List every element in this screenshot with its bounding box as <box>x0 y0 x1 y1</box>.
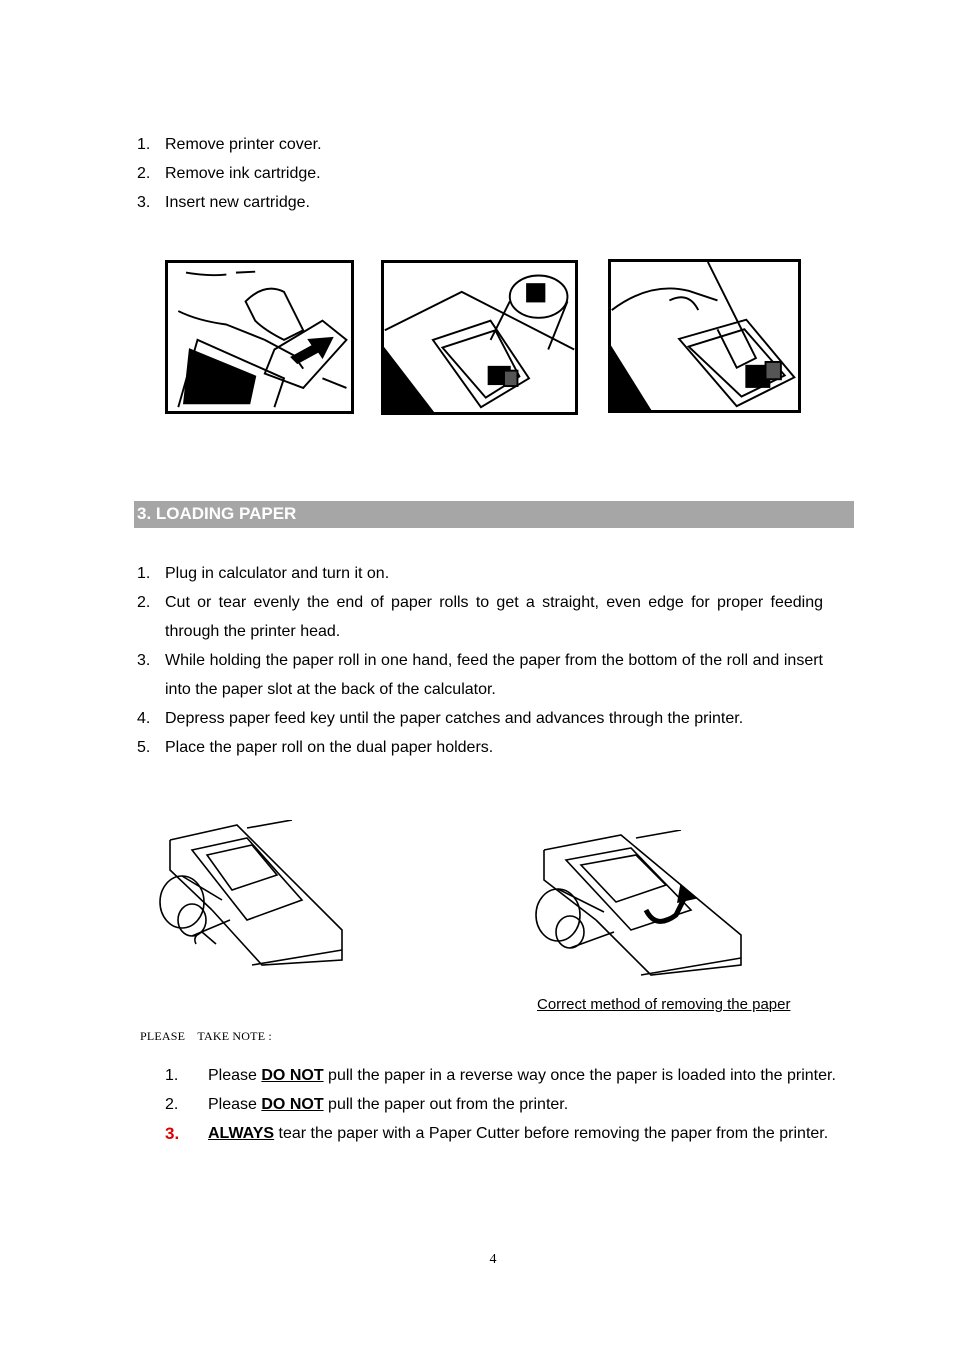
list-item: 5. Place the paper roll on the dual paper holders. <box>137 739 494 756</box>
list-item: 4. Depress paper feed key until the paper catches and advances through the printer. <box>137 710 744 727</box>
loading-paper-steps <box>137 559 823 762</box>
list-item: 2. Cut or tear evenly the end of paper rolls to get a straight, even edge for proper feeding through the printer head. <box>137 594 823 640</box>
section-title: 3. LOADING PAPER <box>137 504 297 523</box>
figure-caption: Correct method of removing the paper <box>537 996 791 1013</box>
list-item: 2. Remove ink cartridge. <box>137 165 321 182</box>
list-item: 1. Please DO NOT pull the paper in a reverse way once the paper is loaded into the printer. <box>165 1067 836 1084</box>
insert-cartridge-illustration <box>608 259 801 413</box>
list-item: 3. Insert new cartridge. <box>137 194 310 211</box>
remove-cartridge-illustration <box>381 260 578 415</box>
list-item: 1. Remove printer cover. <box>137 136 322 153</box>
paper-roll-loaded-illustration <box>152 820 352 968</box>
list-item: 3. While holding the paper roll in one hand, feed the paper from the bottom of the roll and insert into the paper slot at the back of the calculator. <box>137 652 823 698</box>
cartridge-steps <box>137 130 322 217</box>
note-list <box>165 1061 851 1148</box>
paper-removal-illustration <box>526 830 748 978</box>
list-item: 2. Please DO NOT pull the paper out from the printer. <box>165 1096 569 1113</box>
list-item: 1. Plug in calculator and turn it on. <box>137 565 390 582</box>
remove-cover-illustration <box>165 260 354 414</box>
note-heading: PLEASE TAKE NOTE : <box>140 1029 272 1043</box>
page-number: 4 <box>489 1252 497 1267</box>
section-header <box>134 501 854 528</box>
list-item: 3. ALWAYS tear the paper with a Paper Cutter before removing the paper from the printer. <box>165 1124 829 1143</box>
